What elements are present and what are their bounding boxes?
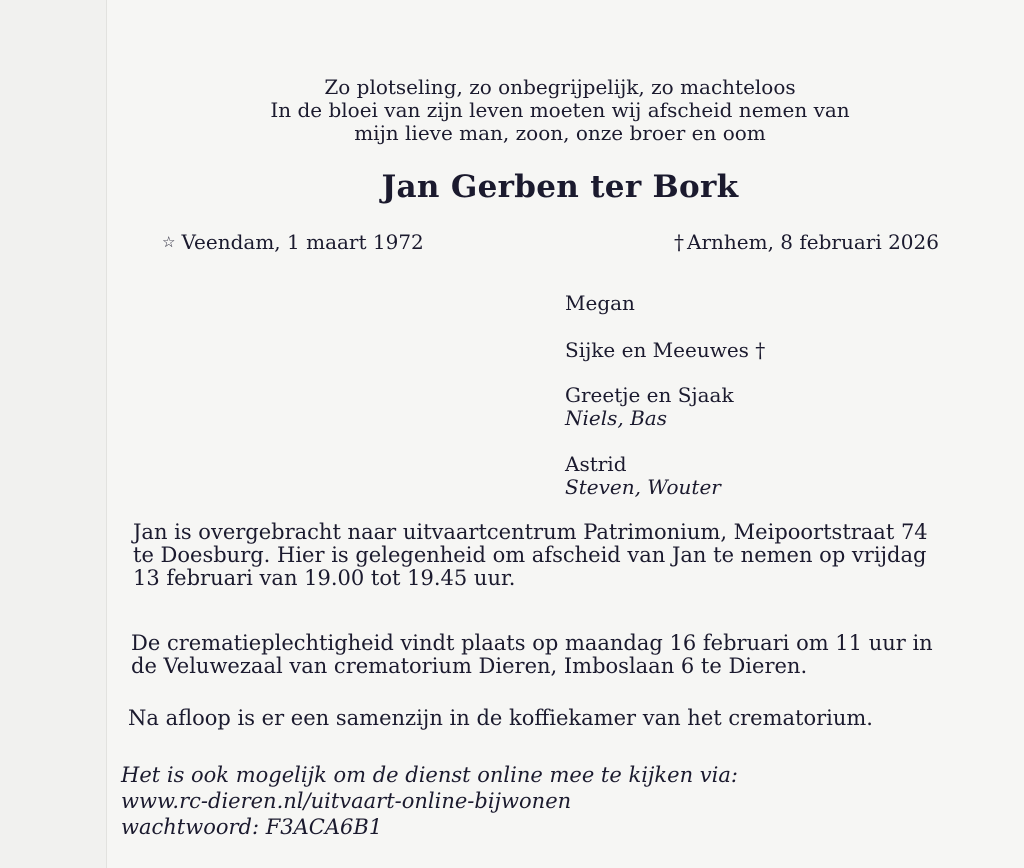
intro-line-1: Zo plotseling, zo onbegrijpelijk, zo machteloos — [324, 75, 796, 99]
paragraph-line: Na afloop is er een samenzijn in de koffiekamer van het crematorium. — [128, 706, 873, 730]
family-names: Astrid — [565, 452, 627, 476]
family-children: Niels, Bas — [565, 406, 667, 430]
family-entry-parents — [565, 339, 765, 362]
deceased-name: Jan Gerben ter Bork — [381, 169, 739, 205]
family-entry-greetje — [565, 384, 734, 430]
family-names: Greetje en Sjaak — [565, 383, 734, 407]
intro-line-3: mijn lieve man, zoon, onze broer en oom — [354, 121, 766, 145]
birth-info — [162, 230, 424, 254]
star-icon: ☆ — [162, 233, 176, 251]
family-children: Steven, Wouter — [565, 475, 721, 499]
cross-icon: † — [674, 230, 684, 254]
online-password: wachtwoord: F3ACA6B1 — [121, 815, 383, 839]
family-entry-astrid — [565, 453, 721, 499]
paragraph-line: De crematieplechtigheid vindt plaats op maandag 16 februari om 11 uur in — [131, 631, 933, 655]
gathering-paragraph — [128, 707, 978, 730]
paragraph-line: Jan is overgebracht naar uitvaartcentrum Patrimonium, Meipoortstraat 74 — [133, 520, 928, 544]
death-place-date: Arnhem, 8 februari 2026 — [687, 230, 939, 254]
online-stream-info — [121, 762, 738, 840]
death-info — [674, 230, 939, 254]
family-names: Sijke en Meeuwes † — [565, 338, 766, 362]
cremation-paragraph — [131, 632, 981, 678]
paragraph-line: de Veluwezaal van crematorium Dieren, Imboslaan 6 te Dieren. — [131, 654, 808, 678]
family-entry-megan — [565, 292, 635, 315]
online-url: www.rc-dieren.nl/uitvaart-online-bijwonen — [121, 789, 572, 813]
family-names: Megan — [565, 291, 635, 315]
viewing-paragraph — [133, 521, 983, 590]
intro-line-2: In de bloei van zijn leven moeten wij afscheid nemen van — [270, 98, 850, 122]
paragraph-line: te Doesburg. Hier is gelegenheid om afscheid van Jan te nemen op vrijdag — [133, 543, 927, 567]
birth-place-date: Veendam, 1 maart 1972 — [181, 230, 424, 254]
online-intro: Het is ook mogelijk om de dienst online mee te kijken via: — [121, 763, 738, 787]
paragraph-line: 13 februari van 19.00 tot 19.45 uur. — [133, 566, 516, 590]
